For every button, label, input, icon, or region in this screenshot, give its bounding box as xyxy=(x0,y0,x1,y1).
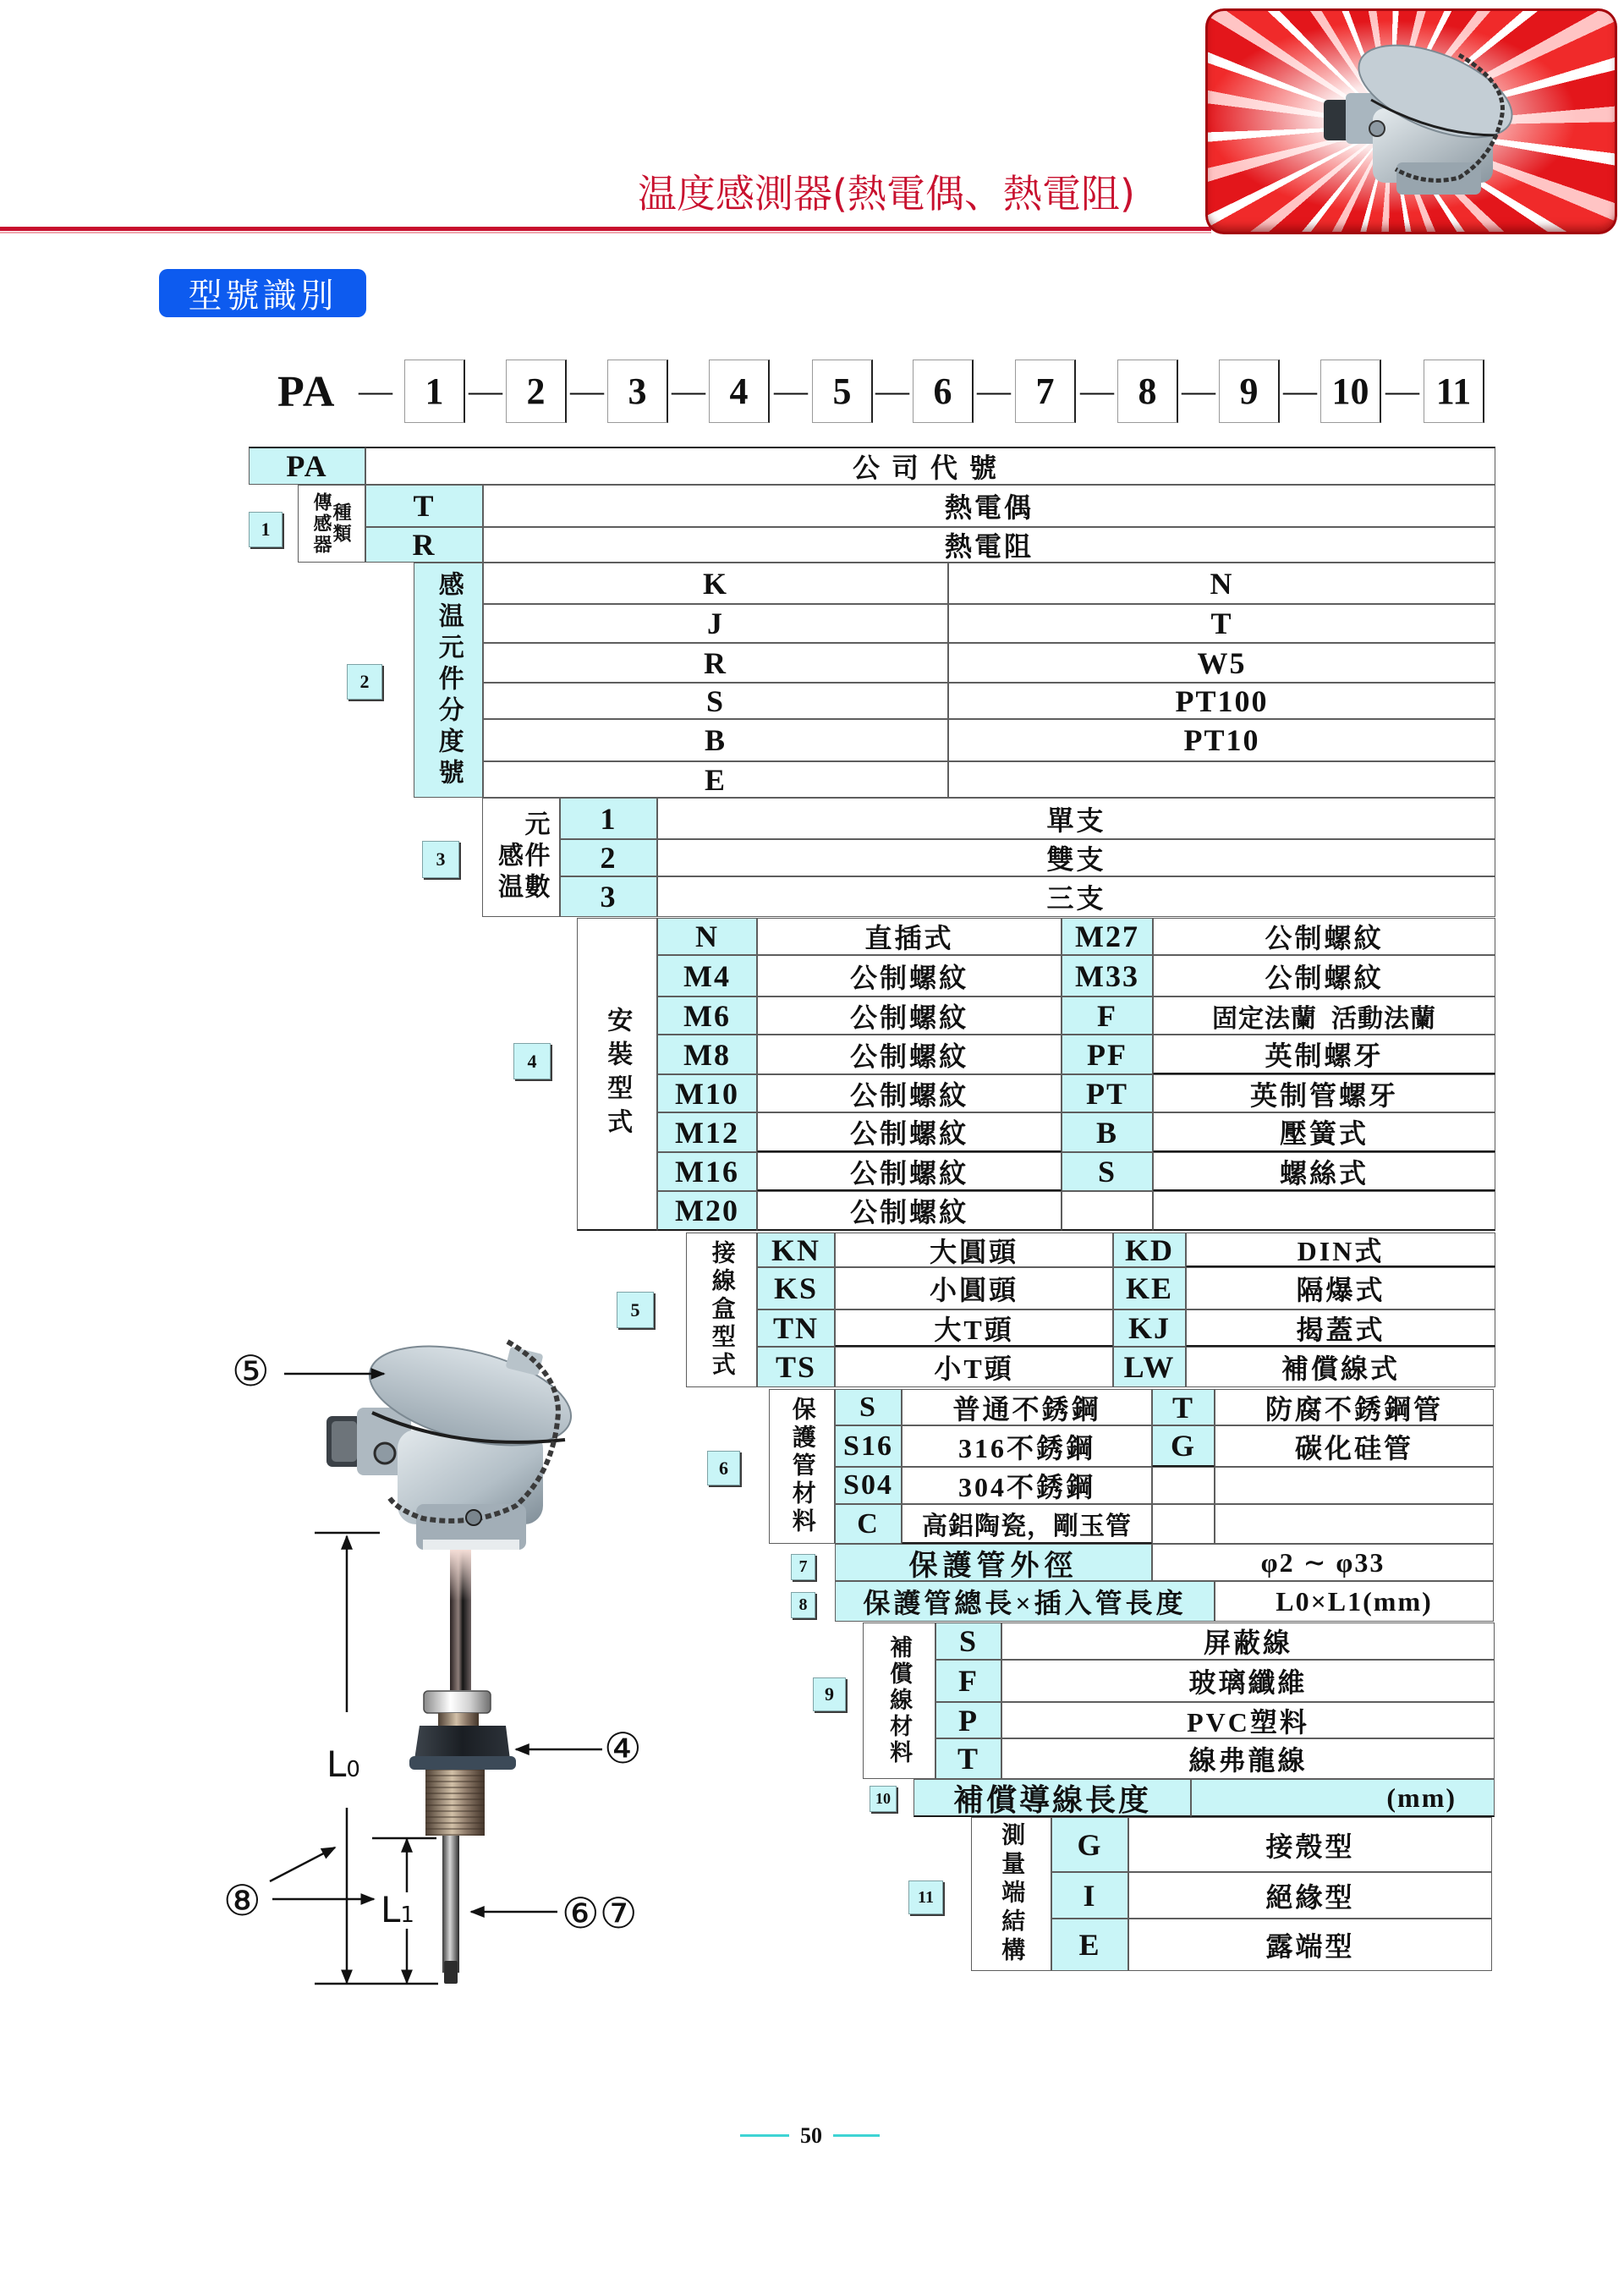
model-code-separator: — xyxy=(875,371,909,409)
code-cell: M10 xyxy=(657,1074,757,1112)
desc-cell: 小T頭 xyxy=(835,1347,1113,1387)
model-code-prefix: PA xyxy=(277,368,337,416)
dimension-symbol: L xyxy=(381,1889,401,1930)
tube-material-label: 保護管材料 xyxy=(788,1397,815,1536)
field-number-badge-3: 3 xyxy=(422,841,459,878)
company-code-cell: PA xyxy=(249,447,365,485)
model-code-separator: — xyxy=(469,371,502,409)
label-column: 傳感器 xyxy=(311,491,332,556)
field-number-badge-2: 2 xyxy=(347,664,382,700)
desc-cell: 接殼型 xyxy=(1128,1817,1492,1872)
empty-cell xyxy=(1153,1191,1495,1231)
model-code-field-5: 5 xyxy=(812,360,873,423)
code-cell: S16 xyxy=(835,1425,902,1467)
desc-cell: 熱電阻 xyxy=(483,527,1495,563)
code-cell: M20 xyxy=(657,1191,757,1231)
code-cell: R xyxy=(365,527,483,563)
code-cell: KS xyxy=(757,1267,835,1309)
model-code-separator: — xyxy=(672,371,705,409)
dimension-symbol: L xyxy=(326,1743,347,1785)
desc-cell: 公制螺紋 xyxy=(757,1074,1062,1112)
dimension-label-L0 xyxy=(326,1743,360,1788)
section-title-badge: 型號識別 xyxy=(159,269,366,317)
desc-cell: 英制管螺牙 xyxy=(1153,1074,1495,1112)
code-cell: T xyxy=(365,485,483,527)
element-grade-label: 感温元件分度號 xyxy=(434,570,463,790)
label-column: 感温 xyxy=(494,842,522,904)
thread-icon xyxy=(425,1770,485,1836)
empty-cell xyxy=(1152,1467,1215,1504)
dimension-subscript: 0 xyxy=(346,1757,360,1782)
tube-length-value-cell: L0×L1(mm) xyxy=(1215,1581,1494,1622)
page-title: 温度感測器(熱電偶、熱電阻) xyxy=(638,171,1135,217)
junction-box-label-cell xyxy=(686,1233,757,1387)
desc-cell: 單支 xyxy=(657,798,1495,839)
label-column: 種類 xyxy=(331,502,353,545)
desc-cell: 防腐不銹鋼管 xyxy=(1215,1389,1494,1425)
code-cell: S xyxy=(1062,1152,1153,1191)
code-cell: G xyxy=(1051,1817,1128,1872)
desc-cell: 英制螺牙 xyxy=(1153,1035,1495,1074)
code-cell: S xyxy=(835,1389,902,1425)
model-code-field-4: 4 xyxy=(709,360,770,423)
grade-cell: J xyxy=(483,604,948,643)
code-cell: B xyxy=(1062,1112,1153,1152)
sensor-type-label xyxy=(312,492,351,556)
code-cell: 1 xyxy=(560,798,657,839)
empty-cell xyxy=(1062,1191,1153,1231)
model-code-separator: — xyxy=(570,371,604,409)
code-cell: S04 xyxy=(835,1467,902,1504)
mounting-type-label: 安裝型式 xyxy=(603,1006,632,1142)
header-rule-highlight xyxy=(0,232,1211,233)
code-cell: KE xyxy=(1113,1267,1186,1309)
grade-cell: W5 xyxy=(948,643,1495,683)
model-code-separator: — xyxy=(977,371,1011,409)
tube-diameter-value-cell: φ2 ∼ φ33 xyxy=(1152,1544,1494,1581)
empty-cell xyxy=(1152,1504,1215,1544)
desc-cell: 固定法蘭 活動法蘭 xyxy=(1153,997,1495,1035)
footer-line-left xyxy=(740,2134,789,2137)
code-cell: PF xyxy=(1062,1035,1153,1074)
field-number-badge-5: 5 xyxy=(617,1292,654,1328)
code-cell: M33 xyxy=(1062,955,1153,997)
grade-cell: R xyxy=(483,643,948,683)
desc-cell: 屏蔽線 xyxy=(1001,1622,1495,1660)
empty-cell xyxy=(1215,1504,1494,1544)
code-cell: TN xyxy=(757,1309,835,1347)
desc-cell: 螺絲式 xyxy=(1153,1152,1495,1191)
code-cell: G xyxy=(1152,1425,1215,1467)
footer-line-right xyxy=(833,2134,880,2137)
grade-cell xyxy=(948,761,1495,798)
field-number-badge-6: 6 xyxy=(707,1451,740,1485)
code-cell: M4 xyxy=(657,955,757,997)
code-cell: M16 xyxy=(657,1152,757,1191)
lock-nut-icon xyxy=(424,1691,491,1713)
code-cell: E xyxy=(1051,1919,1128,1971)
code-cell: M8 xyxy=(657,1035,757,1074)
junction-head-icon xyxy=(326,1328,581,1550)
desc-cell: 大圓頭 xyxy=(835,1233,1113,1267)
desc-cell: 補償線式 xyxy=(1186,1347,1495,1387)
probe-tip-icon xyxy=(442,1836,459,1984)
page-number: 50 xyxy=(800,2123,822,2148)
desc-cell: DIN式 xyxy=(1186,1233,1495,1267)
desc-cell: 揭蓋式 xyxy=(1186,1309,1495,1347)
code-cell: LW xyxy=(1113,1347,1186,1387)
wire-length-value-cell: (mm) xyxy=(1191,1779,1495,1817)
code-cell: S xyxy=(935,1622,1001,1660)
field-number-badge-7: 7 xyxy=(791,1554,815,1580)
desc-cell: 壓簧式 xyxy=(1153,1112,1495,1152)
header-rule xyxy=(0,227,1211,231)
desc-cell: 隔爆式 xyxy=(1186,1267,1495,1309)
grade-cell: B xyxy=(483,719,948,761)
model-code-separator: — xyxy=(774,371,808,409)
code-cell: KJ xyxy=(1113,1309,1186,1347)
wire-material-label: 補償線材料 xyxy=(886,1635,913,1766)
empty-cell xyxy=(1215,1467,1494,1504)
model-code-field-9: 9 xyxy=(1219,360,1280,423)
callout-junction-box: ⑤ xyxy=(232,1347,270,1396)
desc-cell: 304不銹鋼 xyxy=(902,1467,1152,1504)
code-cell: P xyxy=(935,1702,1001,1738)
desc-cell: 公制螺紋 xyxy=(757,997,1062,1035)
code-cell: M27 xyxy=(1062,918,1153,955)
code-cell: I xyxy=(1051,1872,1128,1919)
code-cell: T xyxy=(935,1738,1001,1779)
code-cell: 3 xyxy=(560,876,657,917)
model-code-field-6: 6 xyxy=(913,360,974,423)
code-cell: KD xyxy=(1113,1233,1186,1267)
model-code-separator: — xyxy=(1182,371,1215,409)
grade-cell: K xyxy=(483,563,948,604)
desc-cell: 小圓頭 xyxy=(835,1267,1113,1309)
element-count-label-cell xyxy=(482,798,560,917)
desc-cell: 熱電偶 xyxy=(483,485,1495,527)
wire-material-label-cell xyxy=(863,1622,935,1779)
model-code-field-2: 2 xyxy=(506,360,567,423)
desc-cell: 雙支 xyxy=(657,839,1495,876)
nut-thread-icon xyxy=(438,1713,479,1727)
tube-diameter-label-cell: 保護管外徑 xyxy=(835,1544,1152,1581)
code-cell: F xyxy=(935,1660,1001,1702)
element-count-label xyxy=(495,810,548,904)
company-desc-cell: 公司代號 xyxy=(365,447,1495,485)
model-code-field-1: 1 xyxy=(404,360,465,423)
code-cell: KN xyxy=(757,1233,835,1267)
desc-cell: 大T頭 xyxy=(835,1309,1113,1347)
tube-material-label-cell xyxy=(769,1389,835,1544)
desc-cell: 碳化硅管 xyxy=(1215,1425,1494,1467)
model-code-separator: — xyxy=(1283,371,1317,409)
field-number-badge-9: 9 xyxy=(813,1677,846,1711)
label-column: 元件數 xyxy=(520,810,549,904)
desc-cell: 公制螺紋 xyxy=(757,955,1062,997)
field-number-badge-1: 1 xyxy=(249,512,283,547)
desc-cell: PVC塑料 xyxy=(1001,1702,1495,1738)
field-number-badge-11: 11 xyxy=(908,1880,943,1914)
grade-cell: S xyxy=(483,683,948,719)
wire-length-label-cell: 補償導線長度 xyxy=(914,1779,1191,1817)
header-product-image xyxy=(1205,8,1617,234)
desc-cell: 公制螺紋 xyxy=(1153,918,1495,955)
desc-cell: 普通不銹鋼 xyxy=(902,1389,1152,1425)
junction-structure-label: 測量端結構 xyxy=(998,1822,1025,1966)
protection-tube-icon xyxy=(450,1550,471,1690)
callout-total-length: ⑧ xyxy=(223,1876,261,1925)
element-grade-label-cell xyxy=(414,563,483,798)
code-cell: TS xyxy=(757,1347,835,1387)
callout-mounting-type: ④ xyxy=(604,1724,642,1773)
grade-cell: PT10 xyxy=(948,719,1495,761)
grade-cell: T xyxy=(948,604,1495,643)
field-number-badge-4: 4 xyxy=(513,1043,551,1079)
desc-cell: 公制螺紋 xyxy=(757,1191,1062,1231)
code-cell: F xyxy=(1062,997,1153,1035)
desc-cell: 公制螺紋 xyxy=(757,1112,1062,1152)
desc-cell: 三支 xyxy=(657,876,1495,917)
hex-fitting-icon xyxy=(409,1726,516,1770)
code-cell: PT xyxy=(1062,1074,1153,1112)
model-code-separator: — xyxy=(1080,371,1114,409)
desc-cell: 高鋁陶瓷，剛玉管 xyxy=(902,1504,1152,1544)
grade-cell: N xyxy=(948,563,1495,604)
model-code-separator: — xyxy=(359,371,392,409)
model-code-field-8: 8 xyxy=(1117,360,1178,423)
code-cell: M6 xyxy=(657,997,757,1035)
sensor-type-label-cell xyxy=(298,485,365,563)
desc-cell: 玻璃纖維 xyxy=(1001,1660,1495,1702)
grade-cell: E xyxy=(483,761,948,798)
desc-cell: 露端型 xyxy=(1128,1919,1492,1971)
dimension-label-L1 xyxy=(381,1891,414,1934)
junction-box-label: 接線盒型式 xyxy=(708,1240,735,1380)
tube-length-label-cell: 保護管總長×插入管長度 xyxy=(835,1581,1215,1622)
callout-protection-tube: ⑥⑦ xyxy=(562,1889,638,1938)
code-cell: M12 xyxy=(657,1112,757,1152)
desc-cell: 公制螺紋 xyxy=(1153,955,1495,997)
grade-cell: PT100 xyxy=(948,683,1495,719)
model-code-field-7: 7 xyxy=(1015,360,1076,423)
model-code-field-3: 3 xyxy=(607,360,668,423)
desc-cell: 線弗龍線 xyxy=(1001,1738,1495,1779)
field-number-badge-10: 10 xyxy=(870,1786,897,1812)
model-code-field-11: 11 xyxy=(1424,360,1484,423)
code-cell: T xyxy=(1152,1389,1215,1425)
desc-cell: 316不銹鋼 xyxy=(902,1425,1152,1467)
model-code-separator: — xyxy=(1385,371,1419,409)
code-cell: N xyxy=(657,918,757,955)
dimension-subscript: 1 xyxy=(400,1902,414,1928)
desc-cell: 絕緣型 xyxy=(1128,1872,1492,1919)
desc-cell: 公制螺紋 xyxy=(757,1035,1062,1074)
desc-cell: 公制螺紋 xyxy=(757,1152,1062,1191)
desc-cell: 直插式 xyxy=(757,918,1062,955)
mounting-type-label-cell xyxy=(577,918,657,1231)
model-code-field-10: 10 xyxy=(1320,360,1381,423)
junction-head-icon xyxy=(1205,8,1617,234)
code-cell: 2 xyxy=(560,839,657,876)
field-number-badge-8: 8 xyxy=(791,1592,815,1618)
code-cell: C xyxy=(835,1504,902,1544)
junction-structure-label-cell xyxy=(971,1817,1051,1971)
